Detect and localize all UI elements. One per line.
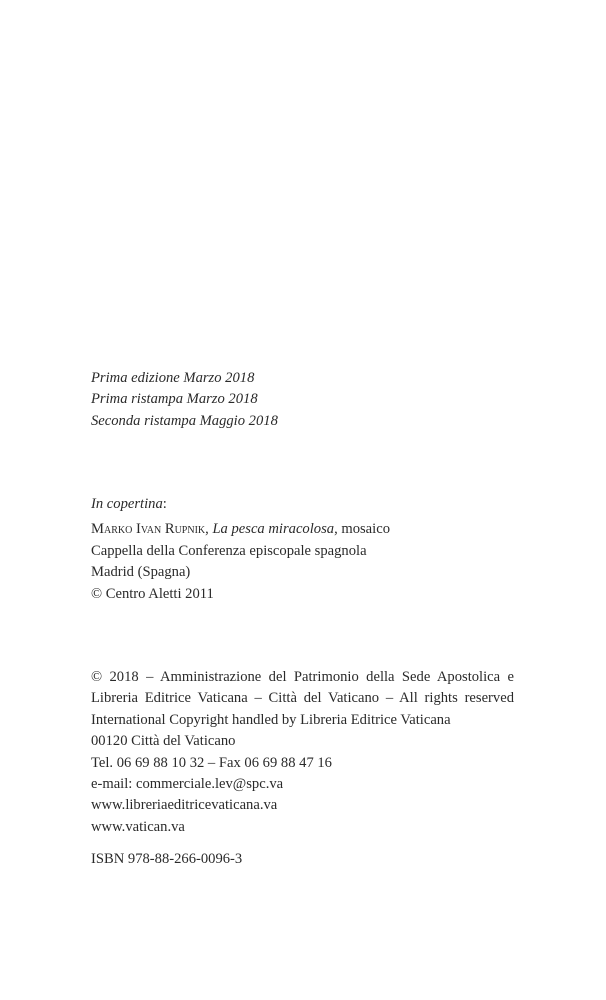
copyright-notice bbox=[91, 667, 514, 838]
edition-line: Prima ristampa Marzo 2018 bbox=[91, 391, 258, 408]
edition-line: Seconda ristampa Maggio 2018 bbox=[91, 412, 278, 429]
cover-line: Madrid (Spagna) bbox=[91, 564, 191, 581]
cover-line: © Centro Aletti 2011 bbox=[91, 585, 214, 602]
copyright-line: International Copyright handled by Libreria Editrice Vaticana bbox=[91, 711, 451, 728]
cover-credits bbox=[91, 494, 514, 605]
copyright-line: Libreria Editrice Vaticana – Città del Vaticano – All rights reserved bbox=[91, 690, 514, 707]
website-link: www.libreriaeditricevaticana.va bbox=[91, 797, 278, 814]
isbn-text: ISBN 978-88-266-0096-3 bbox=[91, 851, 243, 867]
edition-line: Prima edizione Marzo 2018 bbox=[91, 370, 255, 386]
cover-heading-colon: : bbox=[162, 496, 167, 512]
cover-artwork-line bbox=[91, 519, 514, 540]
cover-heading bbox=[91, 494, 514, 515]
artwork-title: La pesca miracolosa bbox=[212, 521, 335, 538]
edition-history bbox=[91, 368, 514, 432]
email-line: e-mail: commerciale.lev@spc.va bbox=[91, 776, 284, 793]
isbn bbox=[91, 849, 514, 870]
cover-line: Cappella della Conferenza episcopale spagnola bbox=[91, 542, 367, 559]
copyright-line: © 2018 – Amministrazione del Patrimonio della Sede Apostolica e bbox=[91, 669, 514, 685]
artwork-type: , mosaico bbox=[334, 521, 390, 538]
artist-separator: , bbox=[205, 521, 213, 538]
website-link: www.vatican.va bbox=[91, 818, 185, 835]
phone-fax-line: Tel. 06 69 88 10 32 – Fax 06 69 88 47 16 bbox=[91, 754, 332, 771]
artist-name: Marko Ivan Rupnik bbox=[91, 521, 206, 538]
cover-heading-text: In copertina bbox=[91, 496, 163, 512]
address-line: 00120 Città del Vaticano bbox=[91, 733, 236, 750]
